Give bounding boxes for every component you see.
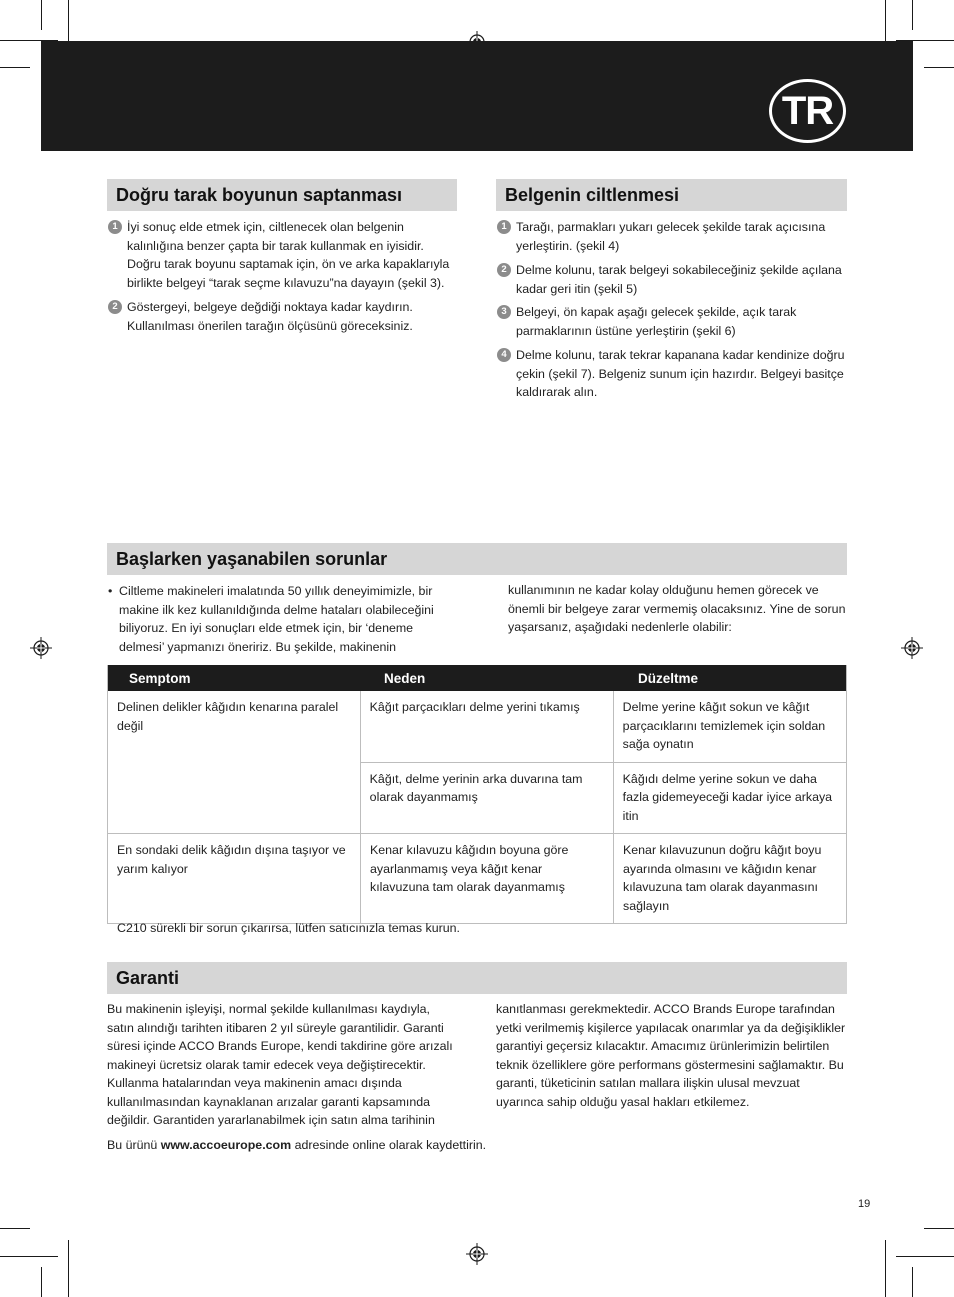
step-text: Delme kolunu, tarak tekrar kapanana kadar kendinize doğru çekin (şekil 7). Belgeniz sunum için hazırdır. Belgeyi basitçe kaldırarak alın. [516,348,845,400]
table-cell-cause: Kenar kılavuzu kâğıdın boyuna göre ayarlanmamış veya kâğıt kenar kılavuzuna tam olarak dayanmamış [361,834,614,923]
bullet-icon: • [108,584,113,598]
step-item [497,261,849,298]
step-number-badge: 4 [497,348,511,362]
table-cell-symptom: Delinen delikler kâğıdın kenarına paralel değil [108,691,361,833]
registration-prefix: Bu ürünü [107,1138,158,1152]
step-number-badge: 1 [108,220,122,234]
table-footnote: C210 sürekli bir sorun çıkarırsa, lütfen satıcınızla temas kurun. [117,921,460,935]
step-number-badge: 2 [108,300,122,314]
table-cell-fix: Kâğıdı delme yerine sokun ve daha fazla gidemeyeceği kadar iyice arkaya itin [622,771,833,823]
language-badge: TR [769,79,846,143]
table-cell-symptom: En sondaki delik kâğıdın dışına taşıyor ve yarım kalıyor [108,834,361,923]
step-item [497,346,849,402]
intro-paragraph-right: kullanımının ne kadar kolay olduğunu hemen görecek ve önemli bir belgeye zarar vermemiş olacaksınız. Yine de sorun yaşarsanız, aşağıdaki nedenlerle olabilir: [508,583,846,634]
step-item [497,303,849,340]
table-subrow [361,691,846,762]
table-cell-fix: Kenar kılavuzunun doğru kâğıt boyu ayarında olmasını ve kâğıdın kenar kılavuzuna tam olarak dayanmasını sağlayın [623,843,822,913]
section-title-garanti: Garanti [107,962,847,994]
section-title-sorunlar: Başlarken yaşanabilen sorunlar [107,543,847,575]
table-cell-fix: Delme yerine kâğıt sokun ve kâğıt parçacıklarını temizlemek için soldan sağa oynatın [622,700,826,751]
step-text: Delme kolunu, tarak belgeyi sokabileceğiniz şekilde açılana kadar geri itin (şekil 5) [516,263,842,296]
registration-suffix: adresinde online olarak kaydettirin. [294,1138,487,1152]
table-row [108,691,846,833]
registration-mark-icon [901,637,923,659]
troubleshooting-table [107,665,847,924]
step-text: Göstergeyi, belgeye değdiği noktaya kadar kaydırın. Kullanılması önerilen tarağın ölçüsünü göreceksiniz. [127,300,413,333]
step-item [497,218,849,255]
table-subrow [361,762,846,834]
intro-paragraph-left: • Ciltleme makineleri imalatında 50 yıllık deneyimimizle, bir makine ilk kez kullanıldığında delme hataları olabileceğini biliyoruz. En iyi sonuçları elde etmek için, bir ‘deneme delmesi’ yapmanızı öneririz. Bu şekilde, makinenin [108,584,434,654]
table-subrows [361,691,846,833]
warranty-paragraph-left: Bu makinenin işleyişi, normal şekilde kullanılması kaydıyla, satın alındığı tarihten itibaren 2 yıl süreyle garantilidir. Garanti süresi içinde ACCO Brands Europe, kendi takdirine göre arızalı makineyi ücretsiz olarak tamir edecek veya değiştirecektir. Kullanma hatalarından veya makinenin amacı dışında kullanılmasından kaynaklanan arızalar garanti kapsamında değildir. Garantiden yararlanabilmek için satın alma tarihinin [107,1002,453,1127]
registration-line [107,1136,527,1155]
step-number-badge: 1 [497,220,511,234]
section-title-tarak: Doğru tarak boyunun saptanması [107,179,457,211]
registration-mark-icon [30,637,52,659]
step-item [108,298,460,335]
registration-link[interactable]: www.accoeurope.com [160,1138,292,1152]
table-cell-cause: Kâğıt, delme yerinin arka duvarına tam olarak dayanmamış [361,763,614,834]
warranty-paragraph-right: kanıtlanması gerekmektedir. ACCO Brands Europe tarafından yetki verilmemiş kişilerce yapılacak onarımlar ya da değişiklikler garantiyi geçersiz kılacaktır. Amacımız ürünlerimizin belirtilen teknik özelliklere göre performans göstermesini sağlamaktır. Bu garanti, tüketicinin satılan mallara ilişkin ulusal mevzuat uyarınca sahip olduğu yasal hakları etkilemez. [496,1002,846,1109]
step-number-badge: 2 [497,263,511,277]
step-text: Tarağı, parmakları yukarı gelecek şekilde tarak açıcısına yerleştirin. (şekil 4) [516,220,826,253]
section-title-ciltlenmesi: Belgenin ciltlenmesi [496,179,847,211]
step-item [108,218,460,292]
step-text: İyi sonuç elde etmek için, ciltlenecek olan belgenin kalınlığına benzer çapta bir tarak kullanmak en iyisidir. Doğru tarak boyunu saptamak için, ön ve arka kapaklarıyla birlikte belgeyi “tarak seçme kılavuzu”na dayayın (şekil 3). [127,220,450,290]
registration-mark-icon [466,1243,488,1265]
column-header-duzeltme: Düzeltme [638,670,699,686]
column-header-neden: Neden [384,670,426,686]
step-number-badge: 3 [497,305,511,319]
column-header-semptom: Semptom [129,670,191,686]
page-number: 19 [858,1198,871,1210]
table-header [108,665,846,691]
step-text: Belgeyi, ön kapak aşağı gelecek şekilde, açık tarak parmaklarının üstüne yerleştirin (şekil 6) [516,305,797,338]
table-cell-cause: Kâğıt parçacıkları delme yerini tıkamış [361,691,614,762]
table-row [108,833,846,923]
